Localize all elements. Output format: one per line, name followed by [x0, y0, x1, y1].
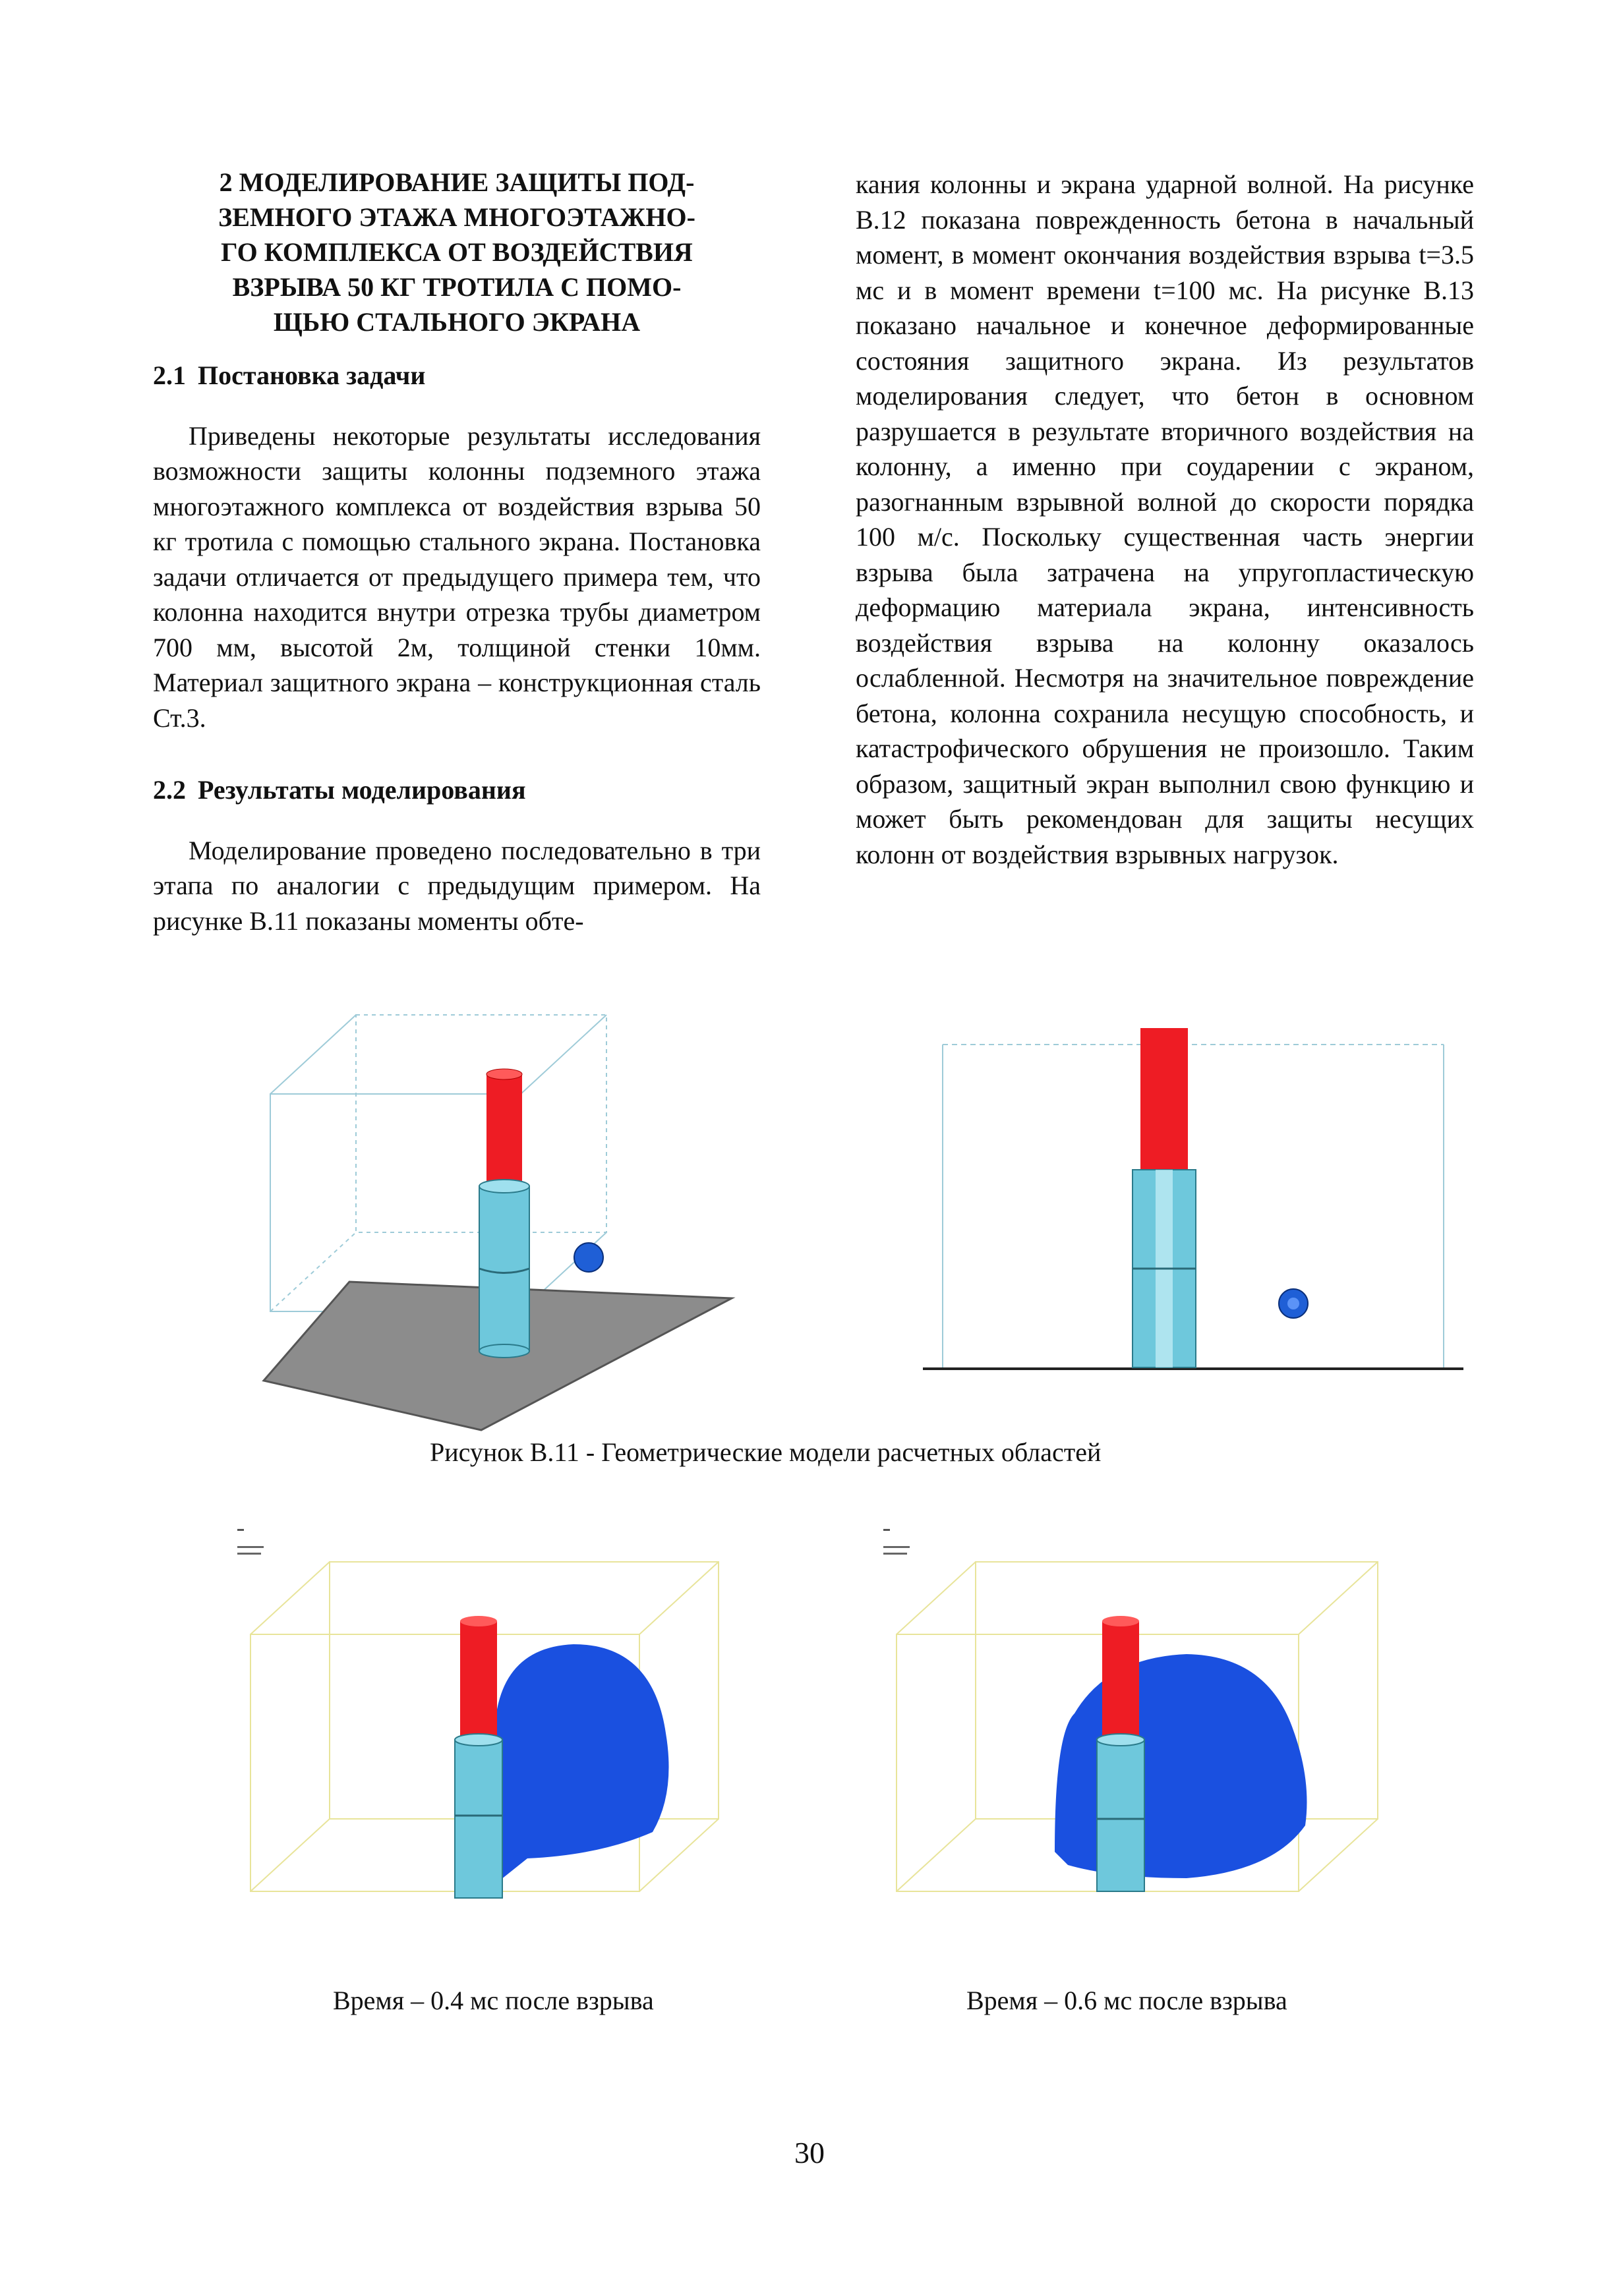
steel-screen-tube: [479, 1180, 529, 1358]
figure-caption-0-6ms: Время – 0.6 мс после взрыва: [966, 1986, 1287, 2015]
concrete-column: [1140, 1028, 1188, 1176]
heading-line: 2 МОДЕЛИРОВАНИЕ ЗАЩИТЫ ПОД-: [219, 167, 695, 197]
explosive-charge: [574, 1243, 603, 1272]
steel-screen-tube: [455, 1734, 502, 1898]
figure-simulation-0-4ms: [231, 1516, 758, 1924]
simulation-labels: [883, 1529, 910, 1555]
page-number: 30: [794, 2136, 825, 2169]
bounding-box: [270, 1015, 606, 1311]
column-top: [1102, 1616, 1139, 1626]
figure-caption-0-4ms: Время – 0.4 мс после взрыва: [333, 1986, 654, 2015]
figure-caption-b11: Рисунок В.11 - Геометрические модели расчетных областей: [430, 1437, 1102, 1467]
figure-3d-model-left: [237, 995, 778, 1443]
subsection-title: Постановка задачи: [198, 360, 426, 390]
subsection-heading-2-2: [153, 772, 761, 808]
subsection-title: Результаты моделирования: [198, 775, 526, 805]
figure-simulation-0-6ms: [857, 1516, 1411, 1924]
heading-line: ЗЕМНОГО ЭТАЖА МНОГОЭТАЖНО-: [218, 202, 695, 232]
heading-line: ГО КОМПЛЕКСА ОТ ВОЗДЕЙСТВИЯ: [221, 237, 693, 267]
right-column: [856, 167, 1474, 872]
blast-wave-front: [494, 1644, 669, 1885]
paragraph-problem-statement: Приведены некоторые результаты исследования возможности защиты колонны подземного этажа многоэтажного комплекса от воздействия взрыва 50 кг тротила с помощью стального экрана. Постановка задачи отличается от предыдущего примера тем, что колонна находится внутри отрезка трубы диаметром 700 мм, высотой 2м, толщиной стенки 10мм. Материал защитного экрана – конструкционная сталь Ст.3.: [153, 420, 761, 733]
heading-line: ВЗРЫВА 50 КГ ТРОТИЛА С ПОМО-: [232, 272, 682, 302]
blast-wave-front: [1055, 1654, 1307, 1878]
charge-highlight: [1287, 1298, 1299, 1309]
simulation-labels: [237, 1529, 264, 1555]
subsection-number: 2.2: [153, 775, 186, 805]
heading-line: ЩЬЮ СТАЛЬНОГО ЭКРАНА: [273, 307, 641, 337]
paragraph-continued: кания колонны и экрана ударной волной. На рисунке В.12 показана поврежденность бетона в начальный момент, в момент окончания воздействия взрыва t=3.5 мс и в момент времени t=100 мс. На рисунке В.13 показано начальное и конечное деформированные состояния защитного экрана. Из результатов моделирования следует, что бетон в основном разрушается в результате вторичного воздействия на колонну, а именно при соударении с экраном, разогнанным взрывной волной до скорости порядка 100 м/с. Поскольку существенная часть энергии взрыва была затрачена на упругопластическую деформацию материала экрана, интенсивность воздействия взрыва на колонну оказалось ослабленной. Несмотря на значительное повреждение бетона, колонна сохранила несущую способность, и катастрофического обрушения не произошло. Таким образом, защитный экран выполнил свою функцию и может быть рекомендован для защиты несущих колонн от воздействия взрывных нагрузок.: [856, 169, 1474, 869]
paragraph-results: Моделирование проведено последовательно в три этапа по аналогии с предыдущим примером. На рисунке В.11 показаны моменты обте-: [153, 835, 761, 936]
steel-screen-tube: [1133, 1170, 1196, 1367]
left-column: [153, 165, 761, 938]
figure-front-view-right: [923, 1025, 1463, 1381]
steel-screen-tube: [1097, 1734, 1144, 1891]
subsection-number: 2.1: [153, 360, 186, 390]
column-top: [460, 1616, 497, 1626]
subsection-heading-2-1: [153, 358, 761, 393]
section-heading: [153, 165, 761, 339]
